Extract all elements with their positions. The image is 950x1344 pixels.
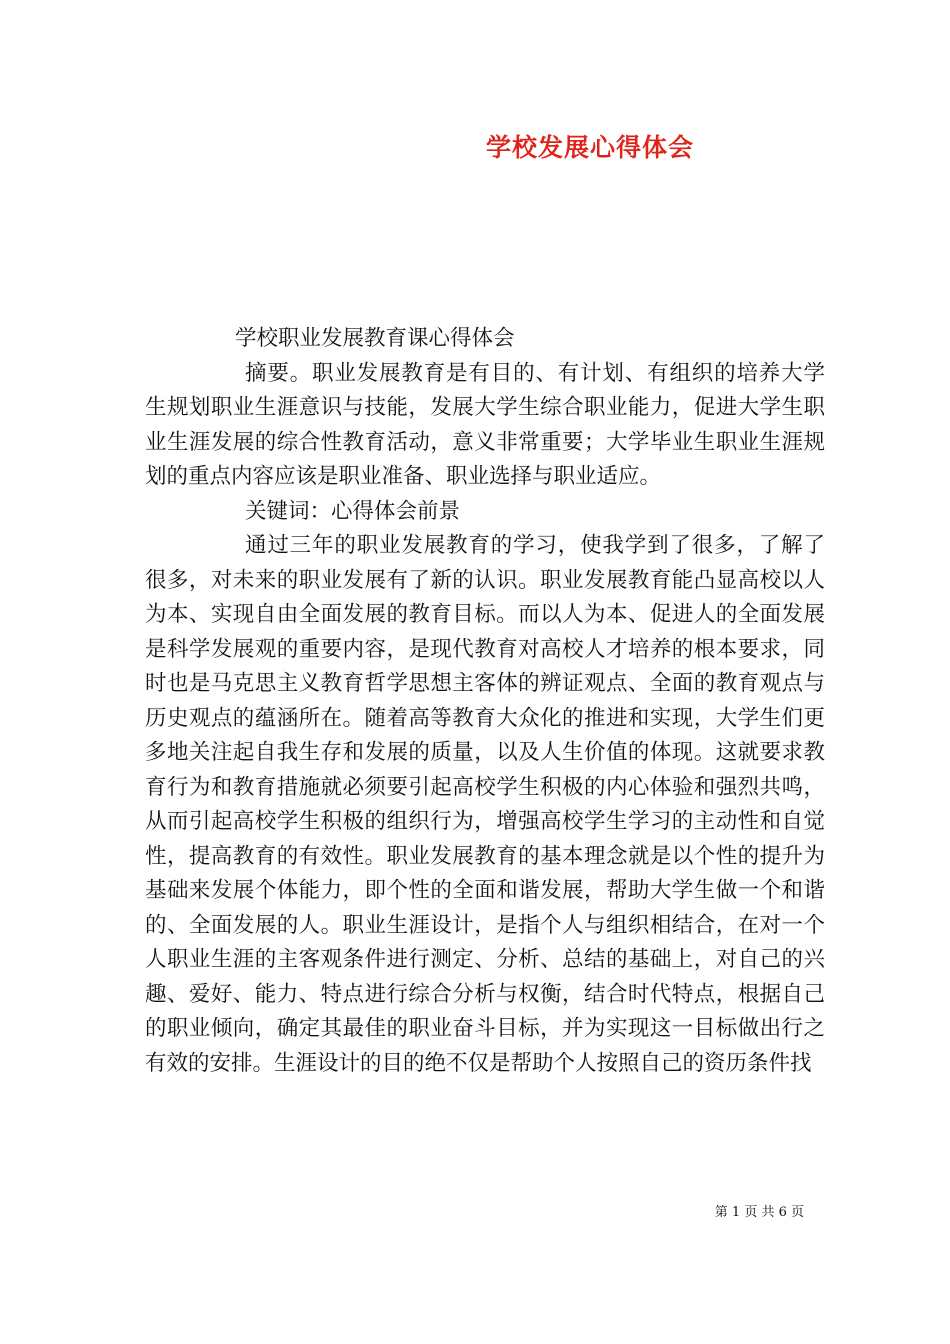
document-subtitle: 学校职业发展教育课心得体会 xyxy=(235,326,515,351)
document-title: 学校发展心得体会 xyxy=(485,133,694,162)
page-number-footer: 第 1 页 共 6 页 xyxy=(714,1205,804,1220)
document-body xyxy=(145,322,825,1081)
body-paragraph: 通过三年的职业发展教育的学习，使我学到了很多，了解了很多，对未来的职业发展有了新的认识。职业发展教育能凸显高校以人为本、实现自由全面发展的教育目标。而以人为本、促进人的全面发展是科学发展观的重要内容，是现代教育对高校人才培养的根本要求，同时也是马克思主义教育哲学思想主客体的辨证观点、全面的教育观点与历史观点的蕴涵所在。随着高等教育大众化的推进和实现，大学生们更多地关注起自我生存和发展的质量，以及人生价值的体现。这就要求教育行为和教育措施就必须要引起高校学生积极的内心体验和强烈共鸣，从而引起高校学生积极的组织行为，增强高校学生学习的主动性和自觉性，提高教育的有效性。职业发展教育的基本理念就是以个性的提升为基础来发展个体能力，即个性的全面和谐发展，帮助大学生做一个和谐的、全面发展的人。职业生涯设计，是指个人与组织相结合，在对一个人职业生涯的主客观条件进行测定、分析、总结的基础上，对自己的兴趣、爱好、能力、特点进行综合分析与权衡，结合时代特点，根据自己的职业倾向，确定其最佳的职业奋斗目标，并为实现这一目标做出行之有效的安排。生涯设计的目的绝不仅是帮助个人按照自己的资历条件找 xyxy=(145,533,825,1076)
keywords-line: 关键词：心得体会前景 xyxy=(245,498,461,524)
abstract-paragraph: 摘要。职业发展教育是有目的、有计划、有组织的培养大学生规划职业生涯意识与技能，发展大学生综合职业能力，促进大学生职业生涯发展的综合性教育活动，意义非常重要；大学毕业生职业生涯规划的重点内容应该是职业准备、职业选择与职业适应。 xyxy=(145,360,825,489)
